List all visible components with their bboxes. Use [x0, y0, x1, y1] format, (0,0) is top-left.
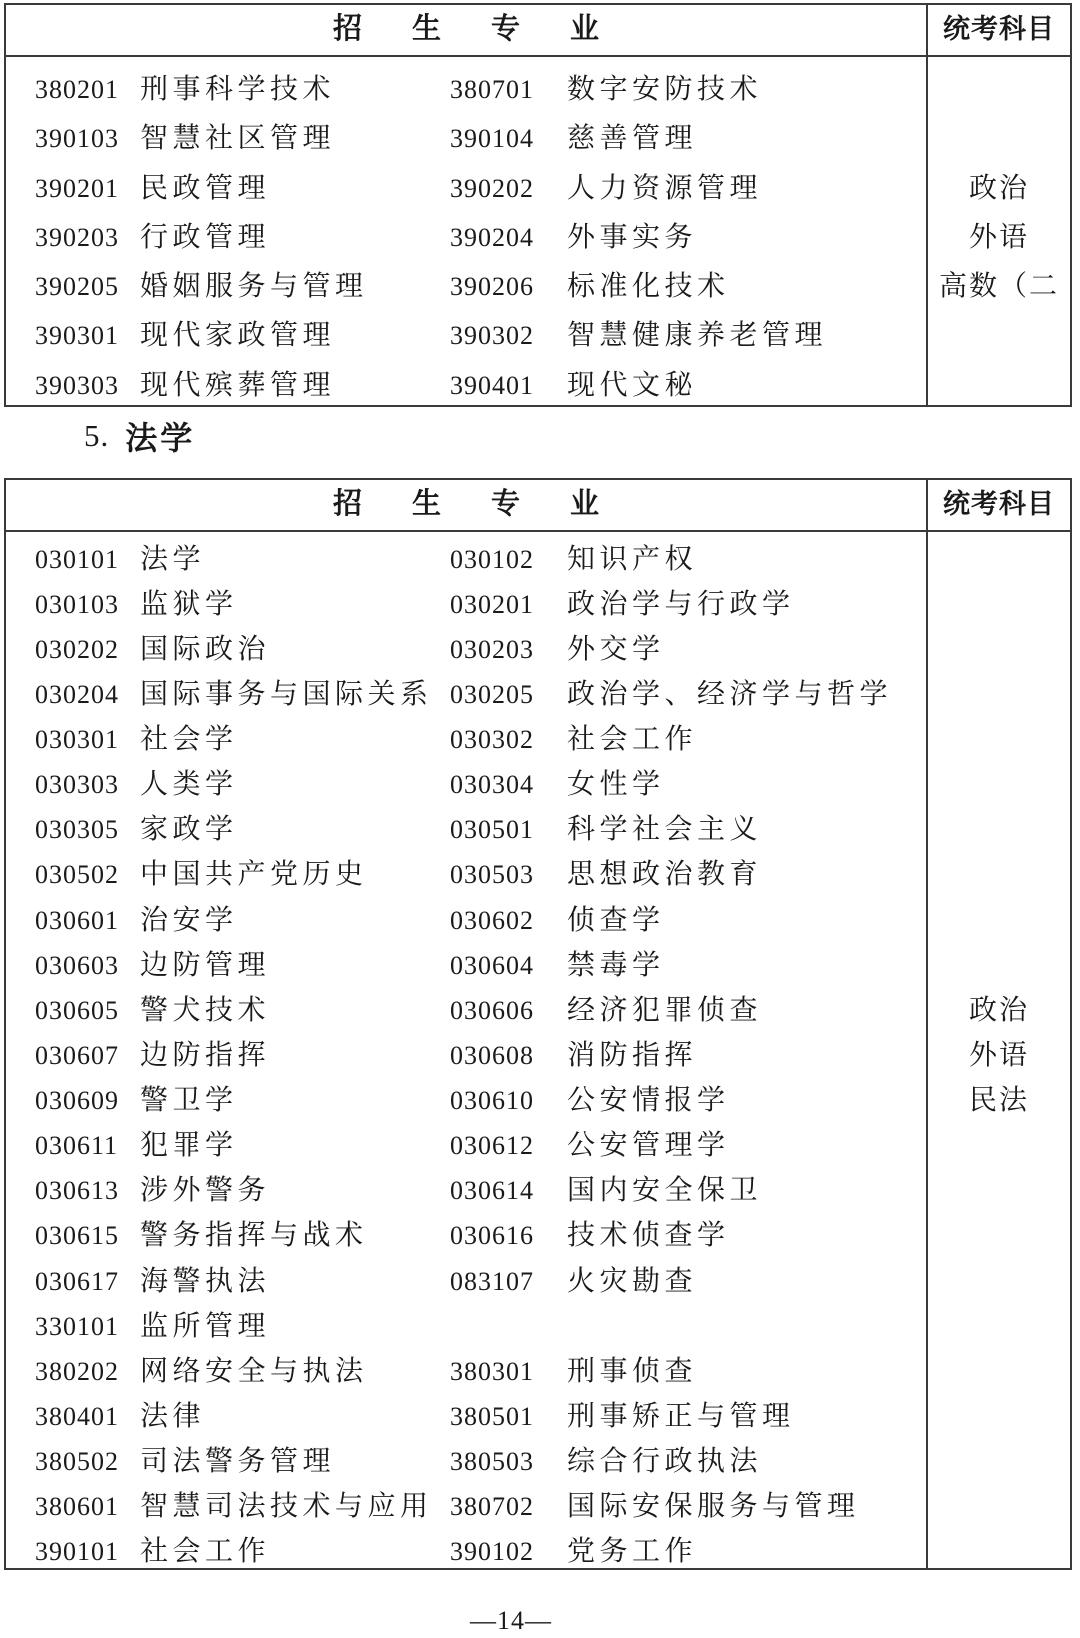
- major-name: 犯罪学: [140, 1130, 238, 1162]
- major-name: 智慧社区管理: [140, 123, 336, 155]
- major-name: 政治学、经济学与哲学: [567, 678, 893, 710]
- table-row: [6, 852, 1070, 897]
- major-code: 030201: [450, 589, 534, 619]
- major-name: 边防指挥: [140, 1039, 271, 1071]
- major-name: 民政管理: [140, 172, 271, 204]
- major-name: 数字安防技术: [567, 74, 763, 105]
- major-name: 标准化技术: [567, 271, 730, 303]
- major-code: 030202: [35, 634, 119, 664]
- major-name: 刑事科学技术: [140, 74, 336, 105]
- major-code: 380401: [35, 1401, 119, 1431]
- table-row: [6, 65, 1070, 114]
- exam-subject-cell: 政治: [968, 172, 1029, 204]
- major-name: 监所管理: [140, 1310, 271, 1342]
- major-code: 390205: [35, 272, 119, 302]
- table-row: [6, 1033, 1070, 1078]
- major-code: 030602: [450, 905, 534, 935]
- major-name: 智慧司法技术与应用: [140, 1491, 433, 1523]
- table-row: [6, 943, 1070, 988]
- major-code: 330101: [35, 1311, 119, 1341]
- major-name: 科学社会主义: [567, 814, 763, 846]
- table-body: [6, 532, 1070, 1574]
- major-code: 390203: [35, 222, 119, 252]
- major-name: 海警执法: [140, 1265, 271, 1297]
- major-code: 380502: [35, 1447, 119, 1476]
- column-header-subject: 统考科目: [943, 489, 1055, 519]
- table-row: [6, 1439, 1070, 1484]
- major-name: 党务工作: [567, 1536, 698, 1568]
- table-enrollment-majors-public-admin: [4, 3, 1072, 407]
- table-row: [6, 1484, 1070, 1529]
- major-code: 030605: [35, 995, 119, 1025]
- table-row: [6, 807, 1070, 852]
- major-code: 390101: [35, 1537, 119, 1567]
- major-code: 030305: [35, 815, 119, 845]
- table-header-row: [6, 5, 1070, 57]
- major-code: 030603: [35, 950, 119, 980]
- major-name: 社会工作: [140, 1536, 271, 1568]
- table-body: [6, 57, 1070, 410]
- column-divider: [926, 5, 928, 405]
- major-name: 中国共产党历史: [140, 859, 368, 891]
- major-name: 人类学: [140, 769, 238, 801]
- major-name: 人力资源管理: [567, 172, 763, 204]
- major-name: 社会学: [140, 724, 238, 755]
- major-name: 涉外警务: [140, 1175, 271, 1207]
- major-code: 390301: [35, 321, 119, 351]
- major-code: 380501: [450, 1401, 534, 1431]
- major-code: 390303: [35, 370, 119, 400]
- major-name: 警卫学: [140, 1085, 238, 1116]
- major-code: 030612: [450, 1131, 534, 1161]
- table-row: [6, 1078, 1070, 1123]
- table-row: [6, 1168, 1070, 1213]
- table-enrollment-majors-law: [4, 478, 1072, 1570]
- major-name: 婚姻服务与管理: [140, 271, 368, 303]
- major-name: 火灾勘查: [567, 1265, 698, 1297]
- major-code: 030205: [450, 679, 534, 709]
- major-name: 刑事矫正与管理: [567, 1400, 795, 1432]
- exam-subject-cell: 政治: [968, 994, 1029, 1026]
- major-code: 030615: [35, 1221, 119, 1251]
- major-name: 知识产权: [567, 543, 698, 575]
- major-name: 国际事务与国际关系: [140, 678, 433, 710]
- major-name: 经济犯罪侦查: [567, 994, 763, 1026]
- major-code: 390401: [450, 370, 534, 400]
- major-name: 侦查学: [567, 904, 665, 936]
- major-name: 公安情报学: [567, 1085, 730, 1116]
- exam-subject-cell: 高数（二: [938, 271, 1059, 303]
- major-code: 030606: [450, 995, 534, 1025]
- major-name: 现代家政管理: [140, 320, 336, 352]
- column-divider: [926, 480, 928, 1568]
- major-code: 390206: [450, 272, 534, 302]
- major-code: 030101: [35, 544, 119, 574]
- table-header-row: [6, 480, 1070, 532]
- major-name: 综合行政执法: [567, 1446, 763, 1477]
- major-code: 030610: [450, 1086, 534, 1115]
- table-row: [6, 1349, 1070, 1394]
- section-title: 法学: [125, 420, 196, 456]
- major-name: 女性学: [567, 769, 665, 801]
- table-row: [6, 762, 1070, 807]
- major-code: 030611: [35, 1131, 119, 1161]
- major-code: 030304: [450, 770, 534, 800]
- major-code: 030103: [35, 589, 119, 619]
- major-code: 030303: [35, 770, 119, 800]
- major-code: 030501: [450, 815, 534, 845]
- major-code: 030204: [35, 679, 119, 709]
- major-name: 消防指挥: [567, 1039, 698, 1071]
- major-name: 监狱学: [140, 588, 238, 620]
- major-code: 030302: [450, 725, 534, 754]
- exam-subject-cell: 外语: [968, 221, 1029, 253]
- table-row: [6, 114, 1070, 163]
- table-row: [6, 898, 1070, 943]
- major-name: 公安管理学: [567, 1130, 730, 1162]
- major-name: 刑事侦查: [567, 1355, 698, 1387]
- table-row: [6, 627, 1070, 672]
- major-name: 司法警务管理: [140, 1446, 336, 1477]
- table-row: [6, 537, 1070, 582]
- table-row: [6, 988, 1070, 1033]
- major-code: 030607: [35, 1040, 119, 1070]
- major-name: 技术侦查学: [567, 1220, 730, 1252]
- major-name: 慈善管理: [567, 123, 698, 155]
- major-name: 行政管理: [140, 221, 271, 253]
- major-code: 390201: [35, 173, 119, 203]
- major-code: 390302: [450, 321, 534, 351]
- exam-subject-cell: 民法: [968, 1085, 1029, 1116]
- table-row: [6, 1304, 1070, 1349]
- major-code: 083107: [450, 1266, 534, 1296]
- major-code: 390103: [35, 124, 119, 154]
- major-name: 现代文秘: [567, 369, 698, 401]
- major-code: 030502: [35, 860, 119, 890]
- table-row: [6, 1259, 1070, 1304]
- table-row: [6, 164, 1070, 213]
- major-name: 国内安全保卫: [567, 1175, 763, 1207]
- major-name: 边防管理: [140, 949, 271, 981]
- table-row: [6, 311, 1070, 360]
- table-row: [6, 1123, 1070, 1168]
- major-code: 390202: [450, 173, 534, 203]
- table-row: [6, 262, 1070, 311]
- major-name: 思想政治教育: [567, 859, 763, 891]
- table-row: [6, 1529, 1070, 1574]
- major-code: 030609: [35, 1086, 119, 1115]
- table-row: [6, 1213, 1070, 1258]
- major-code: 030614: [450, 1176, 534, 1206]
- major-code: 030601: [35, 905, 119, 935]
- major-code: 030102: [450, 544, 534, 574]
- major-code: 030616: [450, 1221, 534, 1251]
- major-name: 治安学: [140, 904, 238, 936]
- major-name: 社会工作: [567, 724, 698, 755]
- major-name: 禁毒学: [567, 949, 665, 981]
- section-index: 5.: [84, 418, 110, 453]
- major-code: 380202: [35, 1356, 119, 1386]
- major-name: 法学: [140, 543, 206, 575]
- major-code: 030617: [35, 1266, 119, 1296]
- major-name: 警犬技术: [140, 994, 271, 1026]
- major-name: 外交学: [567, 633, 665, 665]
- major-code: 030503: [450, 860, 534, 890]
- major-name: 警务指挥与战术: [140, 1220, 368, 1252]
- exam-subject-cell: 外语: [968, 1039, 1029, 1071]
- table-row: [6, 582, 1070, 627]
- major-name: 网络安全与执法: [140, 1355, 368, 1387]
- major-name: 法律: [140, 1400, 206, 1432]
- column-header-major: 招生专业: [332, 13, 649, 45]
- column-header-major: 招生专业: [332, 488, 649, 520]
- table-row: [6, 1394, 1070, 1439]
- major-code: 390102: [450, 1537, 534, 1567]
- major-code: 030604: [450, 950, 534, 980]
- table-row: [6, 213, 1070, 262]
- major-code: 390104: [450, 124, 534, 154]
- major-name: 政治学与行政学: [567, 588, 795, 620]
- page-number: —14—: [470, 1606, 552, 1635]
- table-row: [6, 672, 1070, 717]
- major-name: 外事实务: [567, 221, 698, 253]
- table-row: [6, 717, 1070, 762]
- table-row: [6, 361, 1070, 410]
- major-code: 030613: [35, 1176, 119, 1206]
- major-code: 380701: [450, 75, 534, 104]
- major-name: 现代殡葬管理: [140, 369, 336, 401]
- column-header-subject: 统考科目: [943, 14, 1055, 44]
- major-code: 030301: [35, 725, 119, 754]
- major-code: 030203: [450, 634, 534, 664]
- major-name: 家政学: [140, 814, 238, 846]
- major-code: 380702: [450, 1492, 534, 1522]
- major-name: 国际安保服务与管理: [567, 1491, 860, 1523]
- section-heading: [84, 406, 195, 466]
- major-code: 380201: [35, 75, 119, 104]
- major-code: 030608: [450, 1040, 534, 1070]
- major-code: 390204: [450, 222, 534, 252]
- major-code: 380503: [450, 1447, 534, 1476]
- major-name: 国际政治: [140, 633, 271, 665]
- major-code: 380301: [450, 1356, 534, 1386]
- major-code: 380601: [35, 1492, 119, 1522]
- major-name: 智慧健康养老管理: [567, 320, 828, 352]
